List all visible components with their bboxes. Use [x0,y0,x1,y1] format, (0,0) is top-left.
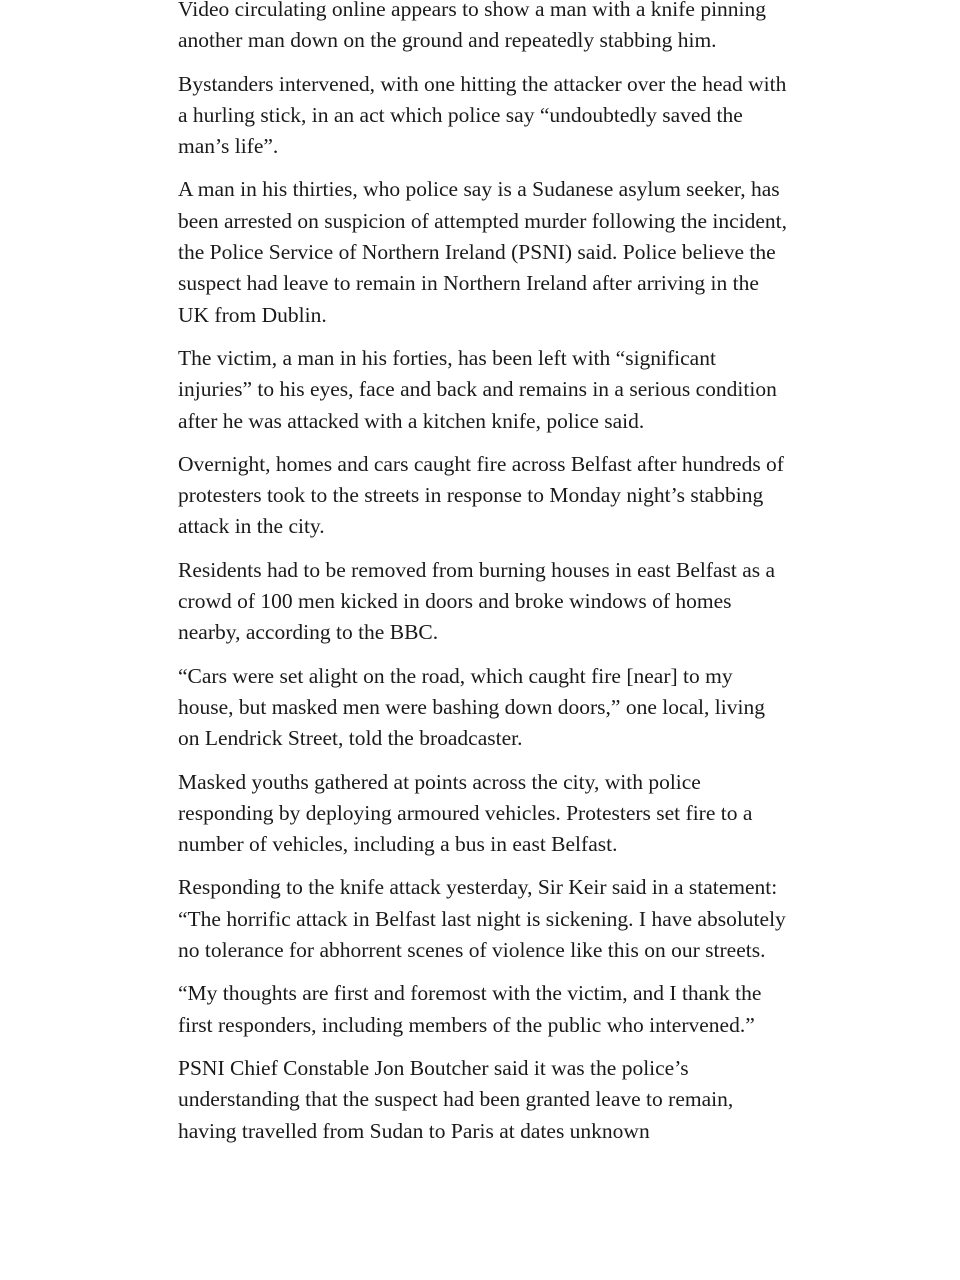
article-paragraph: A man in his thirties, who police say is a Sudanese asylum seeker, has been arrested on suspicion of attempted murder following the incident, the Police Service of Northern Ireland (PSNI) said. Police believe the suspect had leave to remain in Northern Ireland after arriving in the UK from Dublin. [178,177,787,327]
article-paragraph: Residents had to be removed from burning houses in east Belfast as a crowd of 100 men kicked in doors and broke windows of homes nearby, according to the BBC. [178,557,776,645]
article-paragraph: “My thoughts are first and foremost with the victim, and I thank the first responders, including members of the public who intervened.” [178,981,762,1037]
article-paragraph: Bystanders intervened, with one hitting the attacker over the head with a hurling stick, in an act which police say “undoubtedly saved the man’s life”. [178,71,787,159]
article-paragraph: Video circulating online appears to show a man with a knife pinning another man down on the ground and repeatedly stabbing him. [178,0,767,53]
article-paragraph: Masked youths gathered at points across the city, with police responding by deploying armoured vehicles. Protesters set fire to a number of vehicles, including a bus in east Belfast. [178,769,753,857]
article-paragraph: Responding to the knife attack yesterday, Sir Keir said in a statement: “The horrific attack in Belfast last night is sickening. I have absolutely no tolerance for abhorrent scenes of violence like this on our streets. [178,875,786,963]
article-paragraph: PSNI Chief Constable Jon Boutcher said it was the police’s understanding that the suspect had been granted leave to remain, having travelled from Sudan to Paris at dates unknown [178,1055,734,1143]
article-body [178,0,788,1159]
article-paragraph: “Cars were set alight on the road, which caught fire [near] to my house, but masked men were bashing down doors,” one local, living on Lendrick Street, told the broadcaster. [178,663,765,751]
article-paragraph: The victim, a man in his forties, has been left with “significant injuries” to his eyes, face and back and remains in a serious condition after he was attacked with a kitchen knife, police said. [178,345,777,433]
article-paragraph: Overnight, homes and cars caught fire across Belfast after hundreds of protesters took to the streets in response to Monday night’s stabbing attack in the city. [178,451,784,539]
